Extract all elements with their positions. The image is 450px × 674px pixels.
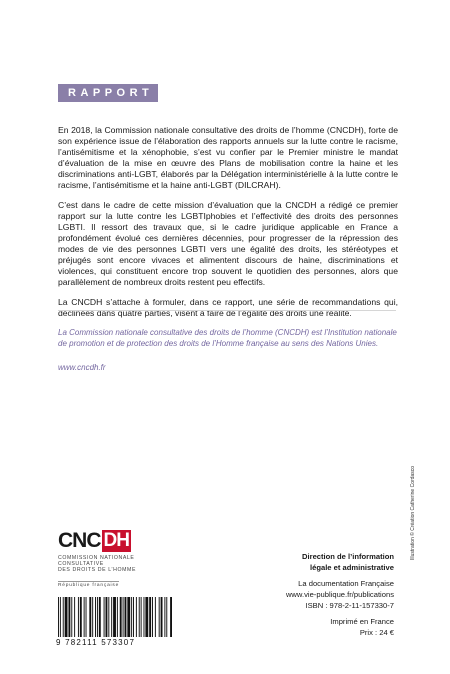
barcode-bar [86, 597, 87, 637]
back-cover-text [58, 125, 398, 328]
barcode-bar [170, 597, 172, 637]
barcode-bar [164, 597, 165, 637]
barcode-bar [60, 597, 61, 637]
logo-subtitle [58, 555, 168, 573]
logo-line-1: COMMISSION NATIONALE [58, 555, 135, 561]
price: Prix : 24 € [359, 628, 394, 637]
logo-line-3: DES DROITS DE L’HOMME [58, 567, 137, 573]
publisher-head-1: Direction de l’information [302, 552, 394, 561]
barcode-bar [63, 597, 64, 637]
publisher-head-2: légale et administrative [310, 563, 394, 572]
barcode-bar [65, 597, 68, 637]
barcode-bar [159, 597, 160, 637]
website-link[interactable]: www.cncdh.fr [58, 363, 106, 372]
republic-label: République française [58, 581, 119, 589]
barcode-bar [152, 597, 153, 637]
barcode-bar [149, 597, 151, 637]
barcode-bar [131, 597, 132, 637]
cncdh-logo [58, 530, 168, 591]
rapport-label: RAPPORT [58, 84, 158, 102]
publisher-block [224, 551, 394, 638]
barcode-bar [68, 597, 70, 637]
barcode-digits: 9 782111 573307 [56, 638, 136, 647]
barcode [56, 597, 174, 649]
barcode-bar [108, 597, 109, 637]
publisher-name: La documentation Française [298, 579, 394, 588]
logo-wordmark [58, 530, 168, 552]
barcode-bar [161, 597, 163, 637]
barcode-bar [84, 597, 85, 637]
isbn: ISBN : 978-2-11-157330-7 [305, 601, 394, 610]
barcode-bar [136, 597, 137, 637]
publisher-url[interactable]: www.vie-publique.fr/publications [285, 590, 394, 599]
barcode-bar [104, 597, 105, 637]
illustration-credit: Illustration © Création Catherine Cordasco [410, 465, 416, 560]
barcode-bar [89, 597, 91, 637]
logo-line-2: CONSULTATIVE [58, 561, 104, 567]
divider [58, 310, 396, 311]
institution-note: La Commission nationale consultative des droits de l’homme (CNCDH) est l’Institution nationale de promotion et de protection des droits de l’Homme française au sens des Nations Unies. [58, 328, 397, 348]
barcode-bar [113, 597, 116, 637]
barcode-bars [56, 597, 174, 637]
logo-accent-letters: DH [103, 530, 129, 551]
barcode-bar [71, 597, 72, 637]
barcode-bar [106, 597, 108, 637]
logo-letters: CNC [58, 529, 101, 552]
barcode-bar [139, 597, 140, 637]
barcode-bar [111, 597, 112, 637]
barcode-bar [78, 597, 79, 637]
barcode-bar [92, 597, 93, 637]
barcode-bar [123, 597, 124, 637]
paragraph-3: La CNCDH s’attache à formuler, dans ce rapport, une série de recommandations qui, déclinées dans quatre parties, visent à faire de l’égalité des droits une réalité. [58, 297, 398, 318]
barcode-bar [133, 597, 134, 637]
paragraph-1: En 2018, la Commission nationale consultative des droits de l’homme (CNCDH), forte de son expérience issue de l’élaboration des rapports annuels sur la lutte contre le racisme, l’antisémitisme et la xénophobie, s’est vu confier par le Premier ministre le mandat d’évaluation de la mise en œuvre des Plans de mobilisation contre la haine et les discriminations anti-LGBT, élaborés par la Délégation interministérielle à la lutte contre le racisme, l’antisémitisme et la haine anti-LGBT (DILCRAH). [58, 125, 398, 190]
barcode-bar [120, 597, 122, 637]
barcode-bar [97, 597, 98, 637]
printed-in: Imprimé en France [330, 617, 394, 626]
barcode-bar [155, 597, 156, 637]
barcode-bar [127, 597, 130, 637]
barcode-bar [99, 597, 101, 637]
barcode-bar [145, 597, 148, 637]
barcode-bar [166, 597, 167, 637]
barcode-bar [80, 597, 82, 637]
barcode-bar [144, 597, 145, 637]
barcode-bar [141, 597, 142, 637]
barcode-bar [125, 597, 127, 637]
barcode-bar [95, 597, 96, 637]
paragraph-2: C’est dans le cadre de cette mission d’évaluation que la CNCDH a rédigé ce premier rapport sur la lutte contre les LGBTIphobies et l’effectivité des droits des personnes LGBTI. Il ressort des travaux que, si le cadre juridique applicable en France a profondément évolué ces dernières décennies, pour progresser de la répression des modes de vie des personnes LGBTI vers une égalité des droits, les stéréotypes et préjugés sont encore vivaces et alimentent discours de haine, discriminations et violences, qui constituent encore trop souvent le quotidien des personnes, alors que parallèlement de nombreux droits restent peu effectifs. [58, 200, 398, 287]
barcode-bar [117, 597, 118, 637]
barcode-bar [58, 597, 59, 637]
barcode-bar [74, 597, 75, 637]
